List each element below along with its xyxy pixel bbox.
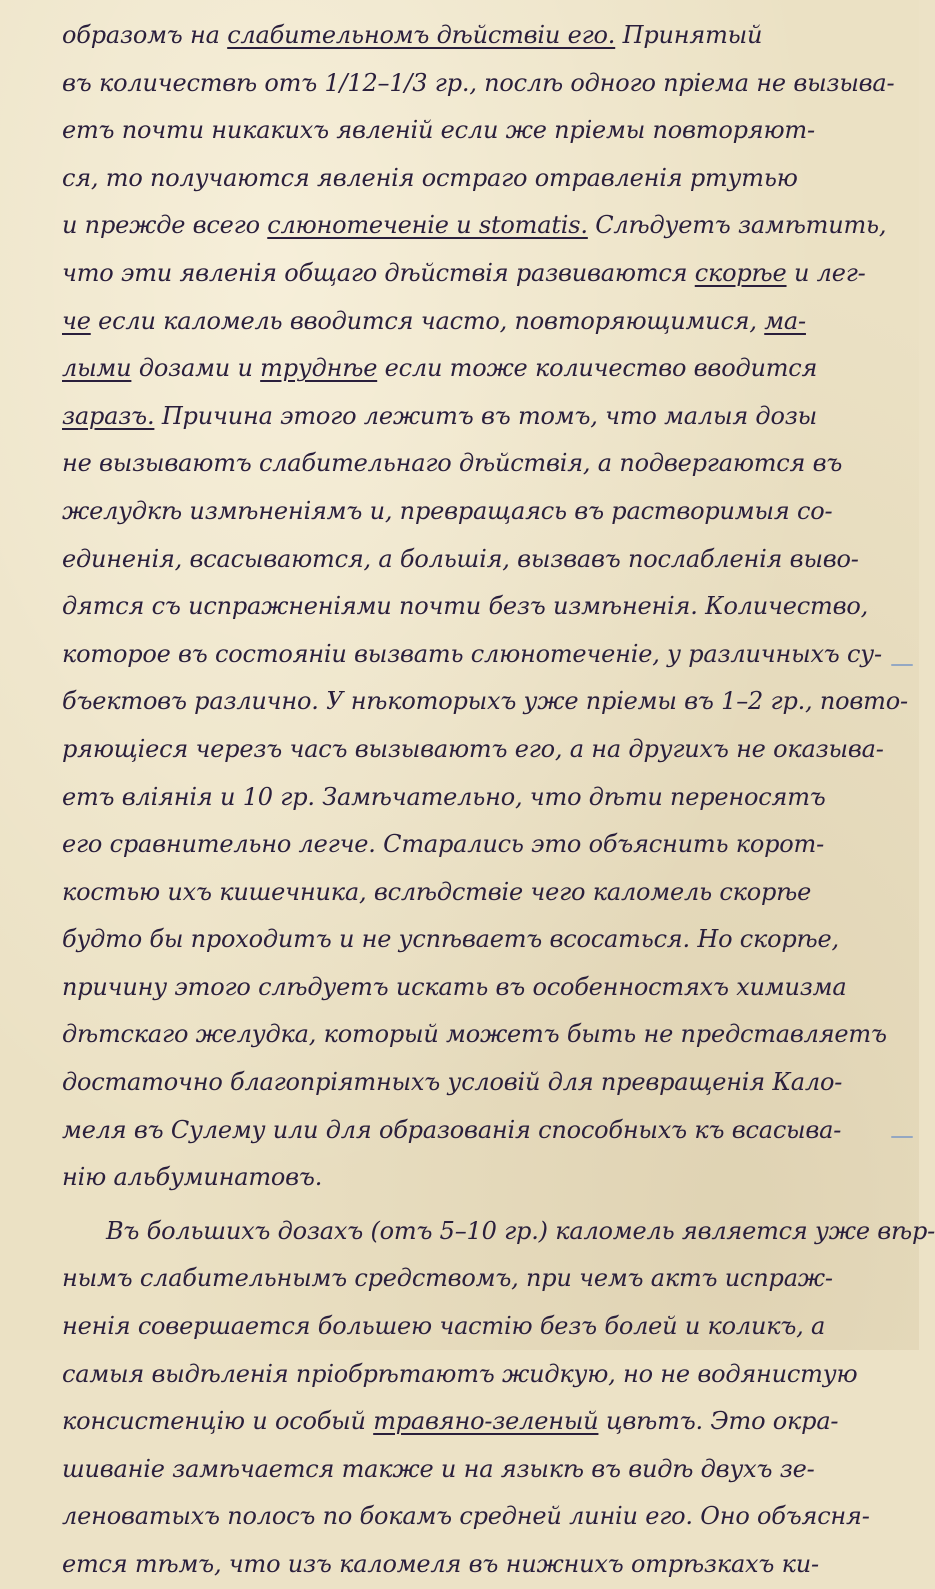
- text-line: [62, 1303, 871, 1351]
- text-line: [62, 1398, 871, 1446]
- text-segment: причину этого слѣдуетъ искать въ особенностяхъ химизма: [62, 972, 847, 1001]
- text-segment: етъ вліянія и 10 гр. Замѣчательно, что дѣти переносятъ: [62, 782, 826, 811]
- text-segment: его сравнительно легче. Старались это объяснить корот-: [62, 830, 825, 859]
- text-line: [62, 1059, 871, 1107]
- text-line: [62, 440, 871, 488]
- text-segment: единенія, всасываются, а большія, вызвавъ послабленія выво-: [62, 544, 859, 573]
- text-segment: если каломель вводится часто, повторяющимися,: [90, 306, 765, 335]
- text-segment: Въ большихъ дозахъ (отъ 5–10 гр.) каломель является уже вѣр-: [106, 1216, 935, 1245]
- text-line: [62, 726, 884, 774]
- text-line: [62, 821, 871, 869]
- text-line: [62, 678, 908, 726]
- text-segment: и лег-: [786, 258, 866, 287]
- text-line: [62, 1493, 871, 1541]
- text-segment: шиваніе замѣчается также и на языкѣ въ видѣ двухъ зе-: [62, 1454, 815, 1483]
- text-segment: дятся съ испражненіями почти безъ измѣненія. Количество,: [62, 592, 869, 621]
- text-line: [62, 1446, 871, 1494]
- text-line: [62, 345, 871, 393]
- text-line: [62, 964, 871, 1012]
- margin-pencil-mark: [891, 664, 913, 666]
- text-segment: достаточно благопріятныхъ условій для превращенія Кало-: [62, 1068, 843, 1097]
- text-segment: леноватыхъ полосъ по бокамъ средней линіи его. Оно объясня-: [62, 1502, 870, 1531]
- text-line: [62, 1351, 871, 1399]
- text-line: [62, 107, 871, 155]
- margin-pencil-mark: [891, 1136, 913, 1138]
- text-segment: бъектовъ различно. У нѣкоторыхъ уже пріемы въ 1–2 гр., повто-: [62, 687, 908, 716]
- handwritten-text-body: [62, 12, 935, 1589]
- underlined-text: лыми: [62, 354, 132, 383]
- text-segment: ся, то получаются явленія остраго отравленія ртутью: [62, 163, 798, 192]
- text-line: [62, 1011, 887, 1059]
- text-segment: ется тѣмъ, что изъ каломеля въ нижнихъ отрѣзкахъ ки-: [62, 1550, 819, 1578]
- underlined-text: труднѣе: [260, 354, 378, 383]
- underlined-text: травяно-зеленый: [373, 1407, 599, 1436]
- text-segment: консистенцію и особый: [62, 1407, 374, 1436]
- text-segment: цвѣтъ. Это окра-: [598, 1407, 839, 1436]
- text-segment: желудкѣ измѣненіямъ и, превращаясь въ растворимыя со-: [62, 496, 833, 525]
- text-segment: самыя выдѣленія пріобрѣтаютъ жидкую, но не водянистую: [62, 1359, 858, 1388]
- text-segment: нымъ слабительнымъ средствомъ, при чемъ актъ испраж-: [62, 1264, 833, 1293]
- text-line: [62, 1154, 871, 1202]
- text-segment: ненія совершается большею частію безъ болей и коликъ, а: [62, 1312, 826, 1341]
- text-segment: ряющіеся черезъ часъ вызываютъ его, а на другихъ не оказыва-: [62, 734, 884, 763]
- text-segment: меля въ Сулему или для образованія способныхъ къ всасыва-: [62, 1115, 842, 1144]
- text-line: [62, 1107, 871, 1155]
- text-line: [62, 869, 871, 917]
- text-line: [62, 1208, 935, 1256]
- text-segment: Причина этого лежитъ въ томъ, что малыя дозы: [154, 401, 817, 430]
- text-line: [62, 488, 871, 536]
- text-line: [62, 536, 871, 584]
- text-segment: Принятый: [615, 21, 763, 49]
- text-segment: дѣтскаго желудка, который можетъ быть не представляетъ: [62, 1020, 887, 1049]
- underlined-text: че: [62, 306, 91, 335]
- underlined-text: скорѣе: [694, 258, 787, 287]
- text-line: [62, 774, 871, 822]
- text-segment: и прежде всего: [62, 211, 268, 240]
- text-segment: если тоже количество вводится: [377, 354, 818, 383]
- text-segment: дозами и: [131, 354, 261, 383]
- text-segment: костью ихъ кишечника, вслѣдствіе чего каломель скорѣе: [62, 877, 812, 906]
- text-segment: что эти явленія общаго дѣйствія развиваются: [62, 258, 695, 287]
- text-line: [62, 12, 871, 60]
- text-line: [62, 631, 882, 679]
- text-line: [62, 155, 871, 203]
- text-line: [62, 393, 871, 441]
- text-segment: образомъ на: [62, 21, 228, 49]
- underlined-text: заразъ.: [62, 401, 155, 430]
- text-segment: нію альбуминатовъ.: [62, 1163, 323, 1192]
- text-line: [62, 1255, 871, 1303]
- text-line: [62, 1541, 871, 1589]
- text-line: [62, 250, 871, 298]
- text-segment: будто бы проходитъ и не успѣваетъ всосаться. Но скорѣе,: [62, 925, 839, 954]
- text-line: [62, 60, 895, 108]
- underlined-text: слабительномъ дѣйствіи его.: [227, 21, 616, 49]
- underlined-text: слюнотеченіе и stomatis.: [267, 211, 588, 240]
- underlined-text: ма-: [764, 306, 806, 335]
- text-segment: которое въ состояніи вызвать слюнотеченіе, у различныхъ су-: [62, 639, 882, 668]
- text-line: [62, 583, 871, 631]
- text-segment: не вызываютъ слабительнаго дѣйствія, а подвергаются въ: [62, 449, 843, 478]
- text-line: [62, 916, 871, 964]
- text-segment: Слѣдуетъ замѣтить,: [587, 211, 887, 240]
- text-segment: етъ почти никакихъ явленій если же пріемы повторяют-: [62, 116, 815, 145]
- text-segment: въ количествѣ отъ 1/12–1/3 гр., послѣ одного пріема не вызыва-: [62, 68, 895, 97]
- text-line: [62, 202, 887, 250]
- text-line: [62, 298, 871, 346]
